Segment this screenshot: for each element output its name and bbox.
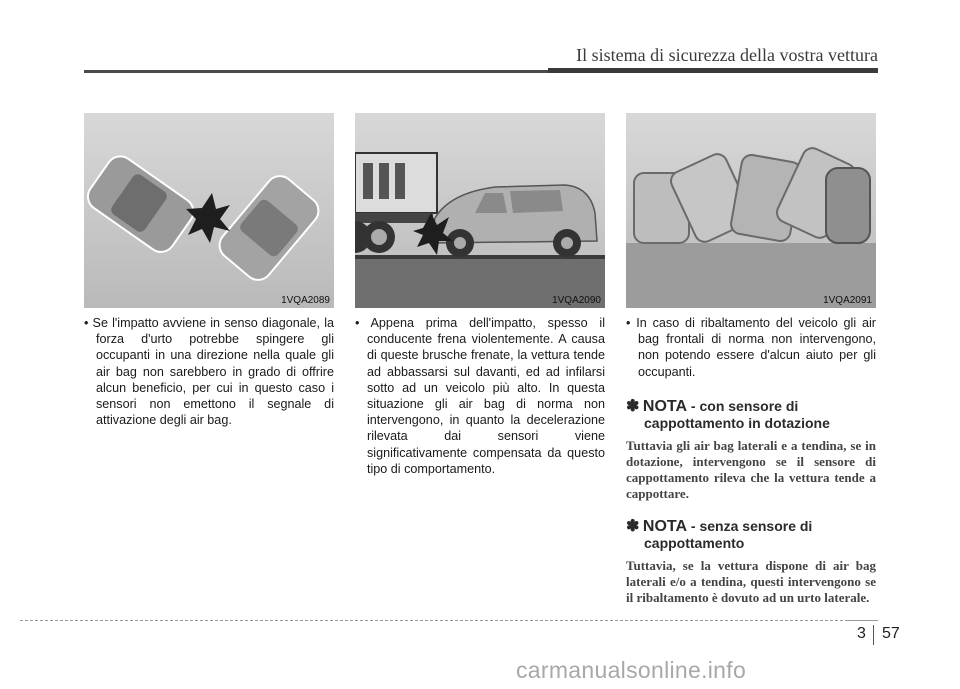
note-label: NOTA xyxy=(642,518,688,536)
page-number-divider xyxy=(873,625,874,645)
figure-code: 1VQA2091 xyxy=(823,295,872,306)
note-heading xyxy=(626,518,876,535)
section-number: 3 xyxy=(857,625,866,642)
figure-code: 1VQA2089 xyxy=(281,295,330,306)
note-heading xyxy=(626,398,876,415)
middle-column xyxy=(355,315,605,477)
page-number: 57 xyxy=(882,625,900,642)
figure-diagonal-collision xyxy=(84,113,334,308)
right-column xyxy=(626,315,876,606)
note-body: Tuttavia gli air bag laterali e a tendina, se in dotazione, intervengono se il sensore di cappottamento rileva che la vettura tende a cappottare. xyxy=(626,438,876,502)
note-title: - senza sensore di xyxy=(687,518,813,535)
list-item: • Appena prima dell'impatto, spesso il conducente frena violentemente. A causa di queste brusche frenate, la vettura tende ad abbassarsi sul davanti, ed ad infilarsi sotto ad un veicolo più alto. In questa situazione gli air bag di norma non intervengono, in quanto la decelerazione rilevata dai sensori viene significativamente compensata da questo tipo di comportamento. xyxy=(355,316,605,476)
diagonal-collision-illustration xyxy=(84,113,334,308)
note-symbol: ✽ xyxy=(626,518,640,536)
list-item: • In caso di ribaltamento del veicolo gli air bag frontali di norma non intervengono, non potendo essere d'alcun aiuto per gli occupanti. xyxy=(626,316,876,379)
note-label: NOTA xyxy=(642,397,688,415)
note-title: - con sensore di xyxy=(687,397,799,414)
footer-dashed-rule xyxy=(20,620,878,621)
header-title: Il sistema di sicurezza della vostra vettura xyxy=(576,45,878,65)
note-subtitle: cappottamento in dotazione xyxy=(644,415,830,432)
watermark-link[interactable]: carmanualsonline.info xyxy=(516,657,747,683)
list-item: • Se l'impatto avviene in senso diagonale, la forza d'urto potrebbe spingere gli occupanti in una direzione nella quale gli air bag non sarebbero in grado di offrire alcun beneficio, per cui in questo caso i sensori non emettono il segnale di attivazione degli air bag. xyxy=(84,316,334,428)
note-subtitle: cappottamento xyxy=(644,535,745,552)
figure-code: 1VQA2090 xyxy=(552,295,601,306)
left-bullet-text: Se l'impatto avviene in senso diagonale, la forza d'urto potrebbe spingere gli occupanti in una direzione nella quale gli air bag non sarebbero in grado di offrire alcun beneficio, per cui in questo caso i sensori non emettono il segnale di attivazione degli air bag. xyxy=(92,316,334,428)
left-column xyxy=(84,315,334,428)
note-symbol: ✽ xyxy=(626,397,640,415)
right-bullet-text: In caso di ribaltamento del veicolo gli air bag frontali di norma non intervengono, non potendo essere d'alcun aiuto per gli occupanti. xyxy=(636,316,876,379)
note-body: Tuttavia, se la vettura dispone di air bag laterali e/o a tendina, questi intervengono se il ribaltamento è dovuto ad un urto laterale. xyxy=(626,558,876,606)
header-rule-accent xyxy=(548,68,878,73)
rollover-illustration xyxy=(626,113,876,308)
figure-truck-collision xyxy=(355,113,605,308)
underride-truck-collision-illustration xyxy=(355,113,605,308)
footer-rule xyxy=(848,620,878,621)
middle-bullet-text: Appena prima dell'impatto, spesso il conducente frena violentemente. A causa di queste brusche frenate, la vettura tende ad abbassarsi sul davanti, ed ad infilarsi sotto ad un veicolo più alto. In questa situazione gli air bag di norma non intervengono, in quanto la decelerazione rilevata dai sensori viene significativamente compensata da questo tipo di comportamento. xyxy=(367,316,605,476)
figure-rollover xyxy=(626,113,876,308)
